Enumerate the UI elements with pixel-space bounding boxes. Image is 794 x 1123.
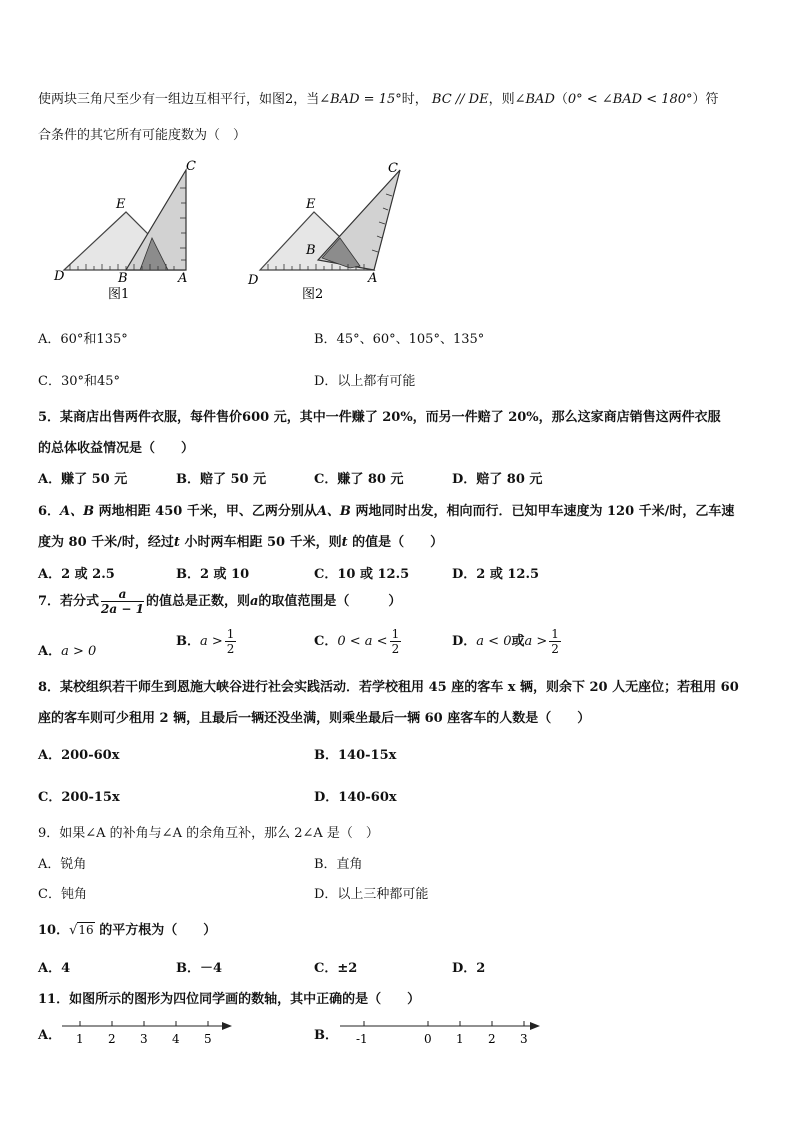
q10-option-b: B．－4 (176, 961, 223, 976)
axis-b-tick-3: 3 (520, 1032, 528, 1046)
axis-b-arrow-icon (530, 1022, 540, 1030)
q6-option-b: B．2 或 10 (176, 567, 250, 582)
q7-opt-a-label: A． (38, 644, 62, 659)
axis-a-tick-2: 2 (108, 1032, 116, 1046)
q7-text-a: 7．若分式 (38, 594, 100, 609)
q7-opt-c-expr: 0 < a < (337, 634, 388, 649)
axis-b-tick-neg1: -1 (356, 1032, 368, 1046)
q9-option-b: B．直角 (314, 857, 363, 872)
q11-axis-b (336, 1016, 546, 1048)
q7-option-c (314, 628, 403, 655)
q7-opt-b-den: 2 (226, 642, 235, 656)
q7-frac-numerator: a (101, 588, 144, 602)
q5-option-a: A．赚了 50 元 (38, 472, 128, 487)
q4-figure-1 (50, 158, 210, 303)
q5-option-b: B．赔了 50 元 (176, 472, 267, 487)
q7-opt-d-half (549, 628, 561, 655)
fig2-label-a: A (368, 271, 378, 286)
q6-ab-2: A、B (316, 504, 351, 519)
q4-stem-line1 (38, 88, 719, 107)
q10-option-c: C．±2 (314, 961, 358, 976)
q6-stem-line2 (38, 531, 443, 550)
q11-axis-a (58, 1016, 238, 1048)
q6-option-d: D．2 或 12.5 (452, 567, 540, 582)
q9-option-a: A．锐角 (38, 857, 87, 872)
q7-stem (38, 588, 401, 615)
fig1-label-e: E (116, 197, 126, 212)
fig1-label-c: C (186, 159, 196, 174)
q4-figure-2 (240, 158, 410, 303)
q8-stem-line2: 座的客车则可少租用 2 辆，且最后一辆还没坐满，则乘坐最后一辆 60 座客车的人数是（ ） (38, 711, 591, 726)
q4-angle-expr: ∠BAD = 15° (319, 92, 402, 107)
axis-a-tick-5: 5 (204, 1032, 212, 1046)
fig2-label-c: C (388, 161, 398, 176)
q9-option-c: C．钝角 (38, 887, 87, 902)
q7-text-b: 的值总是正数，则 (145, 594, 250, 609)
q11-option-a-label: A． (38, 1028, 62, 1043)
q7-opt-d-expr2: a > (524, 634, 548, 649)
q6-text-2b: 小时两车相距 50 千米，则 (179, 535, 342, 550)
q7-opt-c-half (390, 628, 402, 655)
q6-var-t-2: t (341, 535, 348, 550)
fig2-caption: 图2 (302, 287, 324, 302)
fig2-label-b: B (306, 243, 316, 258)
q8-option-b: B．140-15x (314, 748, 397, 763)
q6-text-e: 两地同时出发，相向而行．已知甲车速度为 120 千米/时，乙车速 (350, 504, 735, 519)
fig2-label-d: D (248, 273, 259, 288)
q7-opt-a-expr: a > 0 (61, 644, 97, 659)
q7-opt-b-label: B． (176, 634, 200, 649)
axis-a-arrow-icon (222, 1022, 232, 1030)
q5-option-d: D．赔了 80 元 (452, 472, 543, 487)
fig1-label-a: A (178, 271, 188, 286)
q8-stem-line1: 8．某校组织若干师生到恩施大峡谷进行社会实践活动．若学校租用 45 座的客车 x 辆，则余下 20 人无座位；若租用 60 (38, 680, 739, 695)
q5-option-c: C．赚了 80 元 (314, 472, 404, 487)
axis-b-tick-0: 0 (424, 1032, 432, 1046)
q4-option-a: A．60°和135° (38, 332, 128, 347)
axis-a-ticks (80, 1021, 208, 1026)
fig2-label-e: E (306, 197, 316, 212)
q7-opt-b-num: 1 (226, 627, 235, 641)
q7-opt-d-num: 1 (551, 627, 559, 641)
q11-option-b-label: B． (314, 1028, 338, 1043)
q4-stem-text-e: ，则 (488, 92, 515, 107)
q4-parallel-expr: BC // DE (431, 92, 489, 107)
axis-a-tick-4: 4 (172, 1032, 180, 1046)
q7-opt-d-den: 2 (551, 642, 559, 656)
q6-ab-1: A、B (60, 504, 95, 519)
q4-range-expr: 0° < ∠BAD < 180° (567, 92, 693, 107)
q6-text-2c: 的值是（ ） (347, 535, 444, 550)
fig1-label-b: B (118, 271, 128, 286)
q5-stem-line2: 的总体收益情况是（ ） (38, 441, 195, 456)
q4-option-b: B．45°、60°、105°、135° (314, 332, 485, 347)
q10-option-d: D．2 (452, 961, 486, 976)
q7-option-a (38, 640, 96, 659)
q5-stem-line1: 5．某商店出售两件衣服，每件售价600 元，其中一件赚了 20%，而另一件赔了 20%，那么这家商店销售这两件衣服 (38, 410, 721, 425)
axis-b-tick-1: 1 (456, 1032, 464, 1046)
axis-a-tick-3: 3 (140, 1032, 148, 1046)
q7-var-a: a (249, 594, 259, 609)
q9-stem: 9．如果∠A 的补角与∠A 的余角互补，那么 2∠A 是（ ） (38, 826, 379, 841)
axis-b-ticks (364, 1021, 524, 1026)
q4-option-c: C．30°和45° (38, 374, 121, 389)
q7-opt-b-expr: a > (200, 634, 223, 649)
q4-option-d: D．以上都有可能 (314, 374, 416, 389)
axis-b-tick-2: 2 (488, 1032, 496, 1046)
q4-paren-open: （ (554, 92, 568, 107)
q7-opt-c-den: 2 (391, 642, 400, 656)
q7-opt-c-label: C． (314, 634, 338, 649)
q7-text-c: 的取值范围是（ ） (258, 594, 402, 609)
axis-a-tick-1: 1 (76, 1032, 84, 1046)
q6-text-2a: 度为 80 千米/时，经过 (38, 535, 174, 550)
q7-opt-c-num: 1 (391, 627, 400, 641)
fig1-caption: 图1 (108, 287, 130, 302)
q4-stem-text-i: ）符 (692, 92, 719, 107)
q9-option-d: D．以上三种都可能 (314, 887, 429, 902)
q11-stem: 11．如图所示的图形为四位同学画的数轴，其中正确的是（ ） (38, 992, 421, 1007)
q10-radicand: 16 (78, 923, 94, 937)
q7-opt-d-label: D． (452, 634, 477, 649)
q6-option-a: A．2 或 2.5 (38, 567, 115, 582)
q7-fraction (101, 588, 144, 615)
q7-opt-d-or: 或 (511, 634, 525, 649)
q4-stem-text-a: 使两块三角尺至少有一组边互相平行，如图2，当 (38, 92, 320, 107)
q6-stem-line1 (38, 500, 734, 519)
q7-opt-d-expr1: a < 0 (476, 634, 512, 649)
q10-number: 10． (38, 923, 70, 938)
q6-text-c: 两地相距 450 千米，甲、乙两分别从 (94, 504, 317, 519)
q7-option-d (452, 628, 563, 655)
sqrt-icon: √16 (69, 923, 94, 938)
q8-option-d: D．140-60x (314, 790, 397, 805)
q10-text-b: 的平方根为（ ） (94, 923, 217, 938)
q6-number: 6． (38, 504, 61, 519)
q6-var-t-1: t (173, 535, 180, 550)
q4-stem-text-c: 时， (401, 92, 428, 107)
q10-option-a: A．4 (38, 961, 71, 976)
q4-stem-line2: 合条件的其它所有可能度数为（ ） (38, 128, 247, 143)
q10-stem (38, 919, 216, 938)
q8-option-c: C．200-15x (38, 790, 120, 805)
q8-option-a: A．200-60x (38, 748, 120, 763)
q7-opt-b-half (225, 628, 237, 655)
fig1-label-d: D (54, 269, 65, 284)
q7-option-b (176, 628, 238, 655)
q4-angle-bad: ∠BAD (514, 92, 555, 107)
q6-option-c: C．10 或 12.5 (314, 567, 410, 582)
q7-frac-denominator: 2a − 1 (101, 602, 144, 616)
